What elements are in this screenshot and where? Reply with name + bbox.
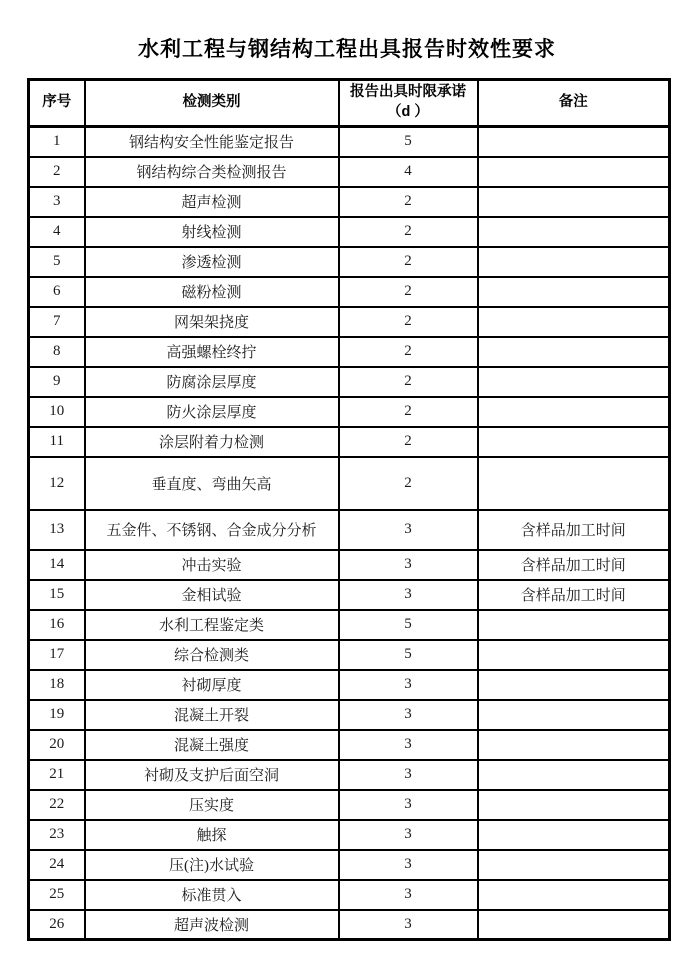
row-category: 综合检测类 <box>85 640 339 670</box>
row-no: 4 <box>29 217 85 247</box>
row-category: 混凝土开裂 <box>85 700 339 730</box>
row-remark <box>478 157 670 187</box>
row-category: 涂层附着力检测 <box>85 427 339 457</box>
row-days: 3 <box>339 820 478 850</box>
row-no: 19 <box>29 700 85 730</box>
table-row <box>29 127 670 157</box>
table-row <box>29 850 670 880</box>
row-category: 压实度 <box>85 790 339 820</box>
row-category: 衬砌厚度 <box>85 670 339 700</box>
row-no: 17 <box>29 640 85 670</box>
report-deadline-table <box>27 78 671 941</box>
row-category: 磁粉检测 <box>85 277 339 307</box>
row-no: 1 <box>29 127 85 157</box>
table-row <box>29 700 670 730</box>
row-days: 3 <box>339 760 478 790</box>
row-remark <box>478 337 670 367</box>
table-row <box>29 760 670 790</box>
row-category: 金相试验 <box>85 580 339 610</box>
table-row <box>29 427 670 457</box>
row-category: 网架架挠度 <box>85 307 339 337</box>
table-row <box>29 307 670 337</box>
table-header-row <box>29 80 670 127</box>
row-no: 10 <box>29 397 85 427</box>
header-remark: 备注 <box>478 80 670 127</box>
row-remark <box>478 427 670 457</box>
row-days: 3 <box>339 790 478 820</box>
row-days: 5 <box>339 127 478 157</box>
table-row <box>29 157 670 187</box>
row-days: 2 <box>339 397 478 427</box>
row-remark <box>478 820 670 850</box>
header-deadline <box>339 80 478 127</box>
table-row <box>29 187 670 217</box>
row-category: 水利工程鉴定类 <box>85 610 339 640</box>
row-days: 3 <box>339 580 478 610</box>
row-no: 2 <box>29 157 85 187</box>
row-days: 2 <box>339 337 478 367</box>
table-row <box>29 247 670 277</box>
table-row <box>29 730 670 760</box>
row-category: 超声波检测 <box>85 910 339 940</box>
row-no: 5 <box>29 247 85 277</box>
row-no: 18 <box>29 670 85 700</box>
table-row <box>29 880 670 910</box>
page-title: 水利工程与钢结构工程出具报告时效性要求 <box>138 38 556 61</box>
row-no: 15 <box>29 580 85 610</box>
row-remark <box>478 730 670 760</box>
row-remark <box>478 187 670 217</box>
table-row <box>29 640 670 670</box>
row-no: 6 <box>29 277 85 307</box>
table-row <box>29 510 670 550</box>
row-remark <box>478 610 670 640</box>
table-row <box>29 457 670 510</box>
row-remark <box>478 760 670 790</box>
row-remark <box>478 790 670 820</box>
row-category: 压(注)水试验 <box>85 850 339 880</box>
row-category: 衬砌及支护后面空洞 <box>85 760 339 790</box>
row-no: 8 <box>29 337 85 367</box>
row-no: 12 <box>29 457 85 510</box>
row-days: 2 <box>339 247 478 277</box>
row-no: 21 <box>29 760 85 790</box>
row-no: 3 <box>29 187 85 217</box>
row-days: 3 <box>339 730 478 760</box>
row-days: 2 <box>339 217 478 247</box>
row-remark <box>478 457 670 510</box>
header-no: 序号 <box>29 80 85 127</box>
header-deadline-line1: 报告出具时限承诺 <box>350 84 466 101</box>
row-no: 14 <box>29 550 85 580</box>
header-deadline-line2: （d ） <box>387 104 429 120</box>
row-category: 冲击实验 <box>85 550 339 580</box>
row-days: 3 <box>339 880 478 910</box>
row-remark <box>478 910 670 940</box>
row-days: 5 <box>339 640 478 670</box>
row-no: 26 <box>29 910 85 940</box>
row-no: 13 <box>29 510 85 550</box>
row-category: 五金件、不锈钢、合金成分分析 <box>85 510 339 550</box>
table-row <box>29 580 670 610</box>
row-remark: 含样品加工时间 <box>478 510 670 550</box>
table-row <box>29 790 670 820</box>
table-row <box>29 550 670 580</box>
row-no: 20 <box>29 730 85 760</box>
row-remark <box>478 217 670 247</box>
row-category: 标准贯入 <box>85 880 339 910</box>
table-row <box>29 367 670 397</box>
row-category: 钢结构综合类检测报告 <box>85 157 339 187</box>
row-no: 22 <box>29 790 85 820</box>
table-row <box>29 337 670 367</box>
row-remark <box>478 670 670 700</box>
row-days: 5 <box>339 610 478 640</box>
row-days: 2 <box>339 457 478 510</box>
row-days: 2 <box>339 427 478 457</box>
row-remark <box>478 397 670 427</box>
table-row <box>29 820 670 850</box>
row-no: 9 <box>29 367 85 397</box>
row-category: 防火涂层厚度 <box>85 397 339 427</box>
table-row <box>29 277 670 307</box>
row-days: 2 <box>339 187 478 217</box>
row-no: 23 <box>29 820 85 850</box>
row-remark <box>478 307 670 337</box>
table-row <box>29 217 670 247</box>
row-category: 超声检测 <box>85 187 339 217</box>
row-remark <box>478 247 670 277</box>
row-category: 防腐涂层厚度 <box>85 367 339 397</box>
row-days: 3 <box>339 850 478 880</box>
row-remark <box>478 850 670 880</box>
header-category: 检测类别 <box>85 80 339 127</box>
row-no: 25 <box>29 880 85 910</box>
row-category: 钢结构安全性能鉴定报告 <box>85 127 339 157</box>
row-days: 4 <box>339 157 478 187</box>
row-no: 11 <box>29 427 85 457</box>
row-remark: 含样品加工时间 <box>478 550 670 580</box>
row-days: 3 <box>339 550 478 580</box>
row-remark <box>478 127 670 157</box>
row-remark: 含样品加工时间 <box>478 580 670 610</box>
row-remark <box>478 880 670 910</box>
row-no: 7 <box>29 307 85 337</box>
row-remark <box>478 367 670 397</box>
table-row <box>29 397 670 427</box>
table-row <box>29 910 670 940</box>
row-no: 24 <box>29 850 85 880</box>
row-category: 垂直度、弯曲矢高 <box>85 457 339 510</box>
row-category: 渗透检测 <box>85 247 339 277</box>
row-days: 2 <box>339 367 478 397</box>
row-no: 16 <box>29 610 85 640</box>
row-category: 触探 <box>85 820 339 850</box>
row-days: 3 <box>339 700 478 730</box>
row-remark <box>478 277 670 307</box>
row-remark <box>478 700 670 730</box>
row-remark <box>478 640 670 670</box>
row-days: 3 <box>339 670 478 700</box>
row-days: 3 <box>339 910 478 940</box>
row-category: 射线检测 <box>85 217 339 247</box>
row-days: 2 <box>339 277 478 307</box>
table-row <box>29 610 670 640</box>
row-days: 2 <box>339 307 478 337</box>
row-category: 高强螺栓终拧 <box>85 337 339 367</box>
row-days: 3 <box>339 510 478 550</box>
row-category: 混凝土强度 <box>85 730 339 760</box>
table-row <box>29 670 670 700</box>
